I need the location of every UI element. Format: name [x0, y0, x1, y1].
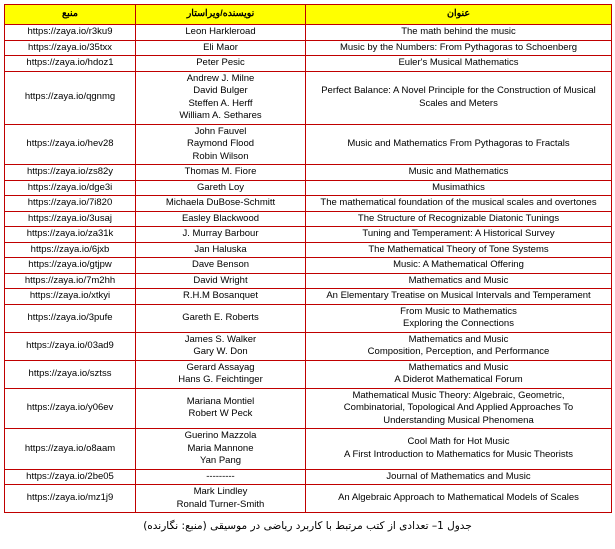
- author-line: Guerino Mazzola: [184, 430, 257, 441]
- title-line: Journal of Mathematics and Music: [386, 470, 531, 482]
- author-line: Michaela DuBose-Schmitt: [165, 197, 276, 208]
- title-cell: [306, 124, 612, 165]
- author-cell: [136, 196, 306, 212]
- author-line: Robin Wilson: [192, 150, 249, 162]
- title-cell: [306, 71, 612, 124]
- table-row: [5, 40, 612, 56]
- table-row: [5, 360, 612, 388]
- author-line: Jan Haluska: [194, 243, 247, 255]
- column-header-author: نویسنده/ویراستار: [136, 5, 306, 25]
- author-line: Robert W Peck: [188, 408, 253, 420]
- title-line: Mathematics and Music: [408, 274, 509, 286]
- author-line: Dave Benson: [191, 259, 250, 270]
- author-line: R.H.M Bosanquet: [183, 290, 258, 301]
- title-line: An Algebraic Approach to Mathematical Models of Scales: [338, 492, 579, 504]
- source-link[interactable]: https://zaya.io/2be05: [5, 469, 136, 485]
- author-line: Easley Blackwood: [181, 212, 260, 224]
- author-cell: [136, 332, 306, 360]
- author-cell: [136, 273, 306, 289]
- title-line: Music by the Numbers: From Pythagoras to Schoenberg: [339, 41, 578, 53]
- author-line: Mark Lindley: [193, 486, 248, 497]
- table-row: [5, 469, 612, 485]
- author-line: Gary W. Don: [193, 346, 248, 357]
- author-line: Ronald Turner-Smith: [176, 498, 265, 510]
- title-line: Musimathics: [432, 181, 485, 193]
- title-line: Euler's Musical Mathematics: [398, 57, 519, 68]
- title-cell: [306, 165, 612, 181]
- source-link[interactable]: https://zaya.io/r3ku9: [5, 25, 136, 41]
- source-link[interactable]: https://zaya.io/zs82y: [5, 165, 136, 181]
- title-line: A Diderot Mathematical Forum: [394, 374, 523, 385]
- source-link[interactable]: https://zaya.io/hdoz1: [5, 56, 136, 72]
- author-line: Gareth Loy: [197, 181, 244, 193]
- column-header-source: منبع: [5, 5, 136, 25]
- author-cell: [136, 180, 306, 196]
- source-link[interactable]: https://zaya.io/3pufe: [5, 304, 136, 332]
- title-line: An Elementary Treatise on Musical Intervals and Temperament: [326, 290, 591, 301]
- title-cell: [306, 40, 612, 56]
- source-link[interactable]: https://zaya.io/za31k: [5, 227, 136, 243]
- source-link[interactable]: https://zaya.io/7m2hh: [5, 273, 136, 289]
- title-line: Music and Mathematics: [408, 166, 509, 177]
- author-cell: [136, 242, 306, 258]
- table-row: [5, 25, 612, 41]
- title-line: Cool Math for Hot Music: [407, 436, 510, 448]
- title-cell: [306, 196, 612, 212]
- author-cell: [136, 211, 306, 227]
- column-header-title: عنوان: [306, 5, 612, 25]
- source-link[interactable]: https://zaya.io/6jxb: [5, 242, 136, 258]
- table-row: [5, 485, 612, 513]
- title-line: The mathematical foundation of the musical scales and overtones: [320, 197, 597, 208]
- title-line: Combinatorial, Topological And Applied Approaches To: [343, 402, 574, 413]
- title-line: Music and Mathematics From Pythagoras to Fractals: [347, 138, 570, 149]
- author-line: John Fauvel: [194, 125, 247, 137]
- table-row: [5, 429, 612, 470]
- books-table: [4, 4, 612, 513]
- title-line: Scales and Meters: [419, 97, 498, 109]
- table-row: [5, 124, 612, 165]
- source-link[interactable]: https://zaya.io/mz1j9: [5, 485, 136, 513]
- author-cell: [136, 485, 306, 513]
- author-line: Maria Mannone: [187, 442, 254, 454]
- title-cell: [306, 273, 612, 289]
- title-cell: [306, 258, 612, 274]
- title-line: Perfect Balance: A Novel Principle for the Construction of Musical: [321, 85, 596, 96]
- title-line: Understanding Musical Phenomena: [383, 414, 534, 426]
- author-cell: [136, 40, 306, 56]
- author-cell: [136, 124, 306, 165]
- title-cell: [306, 485, 612, 513]
- title-cell: [306, 388, 612, 429]
- title-cell: [306, 25, 612, 41]
- table-row: [5, 180, 612, 196]
- author-line: Gerard Assayag: [186, 361, 255, 373]
- title-line: Mathematical Music Theory: Algebraic, Geometric,: [352, 389, 565, 401]
- source-link[interactable]: https://zaya.io/y06ev: [5, 388, 136, 429]
- source-link[interactable]: https://zaya.io/o8aam: [5, 429, 136, 470]
- author-cell: [136, 304, 306, 332]
- table-row: [5, 258, 612, 274]
- table-caption: جدول 1– تعدادی از کتب مرتبط با کاربرد ریاضی در موسیقی (منبع: نگارنده): [143, 520, 472, 532]
- title-line: Exploring the Connections: [403, 318, 514, 329]
- source-link[interactable]: https://zaya.io/35txx: [5, 40, 136, 56]
- title-line: The Mathematical Theory of Tone Systems: [368, 243, 549, 255]
- title-line: Tuning and Temperament: A Historical Survey: [362, 228, 555, 239]
- table-row: [5, 388, 612, 429]
- title-cell: [306, 360, 612, 388]
- source-link[interactable]: https://zaya.io/03ad9: [5, 332, 136, 360]
- author-line: Andrew J. Milne: [186, 72, 255, 84]
- author-line: Mariana Montiel: [186, 395, 255, 407]
- author-cell: [136, 56, 306, 72]
- author-cell: [136, 289, 306, 305]
- source-link[interactable]: https://zaya.io/7i820: [5, 196, 136, 212]
- author-line: J. Murray Barbour: [182, 228, 259, 239]
- source-link[interactable]: https://zaya.io/xtkyi: [5, 289, 136, 305]
- source-link[interactable]: https://zaya.io/qgnmg: [5, 71, 136, 124]
- title-cell: [306, 289, 612, 305]
- title-cell: [306, 469, 612, 485]
- table-row: [5, 71, 612, 124]
- author-cell: [136, 25, 306, 41]
- title-line: From Music to Mathematics: [400, 305, 517, 317]
- author-line: Thomas M. Fiore: [184, 166, 257, 177]
- table-row: [5, 242, 612, 258]
- author-line: David Bulger: [193, 85, 248, 96]
- title-line: Composition, Perception, and Performance: [367, 346, 550, 357]
- title-line: The Structure of Recognizable Diatonic Tunings: [357, 212, 560, 224]
- table-row: [5, 56, 612, 72]
- author-line: Peter Pesic: [196, 57, 245, 68]
- source-link[interactable]: https://zaya.io/sztss: [5, 360, 136, 388]
- author-line: William A. Sethares: [179, 110, 262, 121]
- source-link[interactable]: https://zaya.io/3usaj: [5, 211, 136, 227]
- author-cell: [136, 388, 306, 429]
- author-line: Hans G. Feichtinger: [178, 374, 263, 385]
- author-line: Eli Maor: [203, 41, 238, 53]
- table-header: [5, 5, 612, 25]
- title-cell: [306, 211, 612, 227]
- title-line: A First Introduction to Mathematics for Music Theorists: [344, 448, 573, 460]
- author-line: Steffen A. Herff: [188, 97, 253, 109]
- title-cell: [306, 56, 612, 72]
- author-line: Gareth E. Roberts: [182, 311, 259, 323]
- source-link[interactable]: https://zaya.io/dge3i: [5, 180, 136, 196]
- table-row: [5, 304, 612, 332]
- author-cell: [136, 469, 306, 485]
- source-link[interactable]: https://zaya.io/gtjpw: [5, 258, 136, 274]
- table-row: [5, 196, 612, 212]
- table-row: [5, 273, 612, 289]
- title-cell: [306, 429, 612, 470]
- author-line: Yan Pang: [199, 455, 242, 466]
- table-row: [5, 332, 612, 360]
- table-row: [5, 289, 612, 305]
- author-line: David Wright: [193, 274, 248, 286]
- author-cell: [136, 360, 306, 388]
- author-line: ---------: [206, 470, 235, 482]
- table-row: [5, 165, 612, 181]
- table-header-row: [5, 5, 612, 25]
- author-line: Raymond Flood: [186, 138, 255, 149]
- title-line: Mathematics and Music: [408, 333, 509, 345]
- title-cell: [306, 332, 612, 360]
- table-row: [5, 227, 612, 243]
- table-row: [5, 211, 612, 227]
- author-cell: [136, 165, 306, 181]
- author-line: Leon Harkleroad: [185, 26, 256, 37]
- author-cell: [136, 227, 306, 243]
- author-cell: [136, 258, 306, 274]
- title-cell: [306, 227, 612, 243]
- title-line: Mathematics and Music: [408, 361, 509, 373]
- author-cell: [136, 71, 306, 124]
- title-line: The math behind the music: [401, 26, 516, 37]
- author-cell: [136, 429, 306, 470]
- author-line: James S. Walker: [184, 333, 257, 345]
- source-link[interactable]: https://zaya.io/hev28: [5, 124, 136, 165]
- table-body: [5, 25, 612, 513]
- title-cell: [306, 242, 612, 258]
- title-cell: [306, 304, 612, 332]
- title-line: Music: A Mathematical Offering: [393, 259, 524, 270]
- title-cell: [306, 180, 612, 196]
